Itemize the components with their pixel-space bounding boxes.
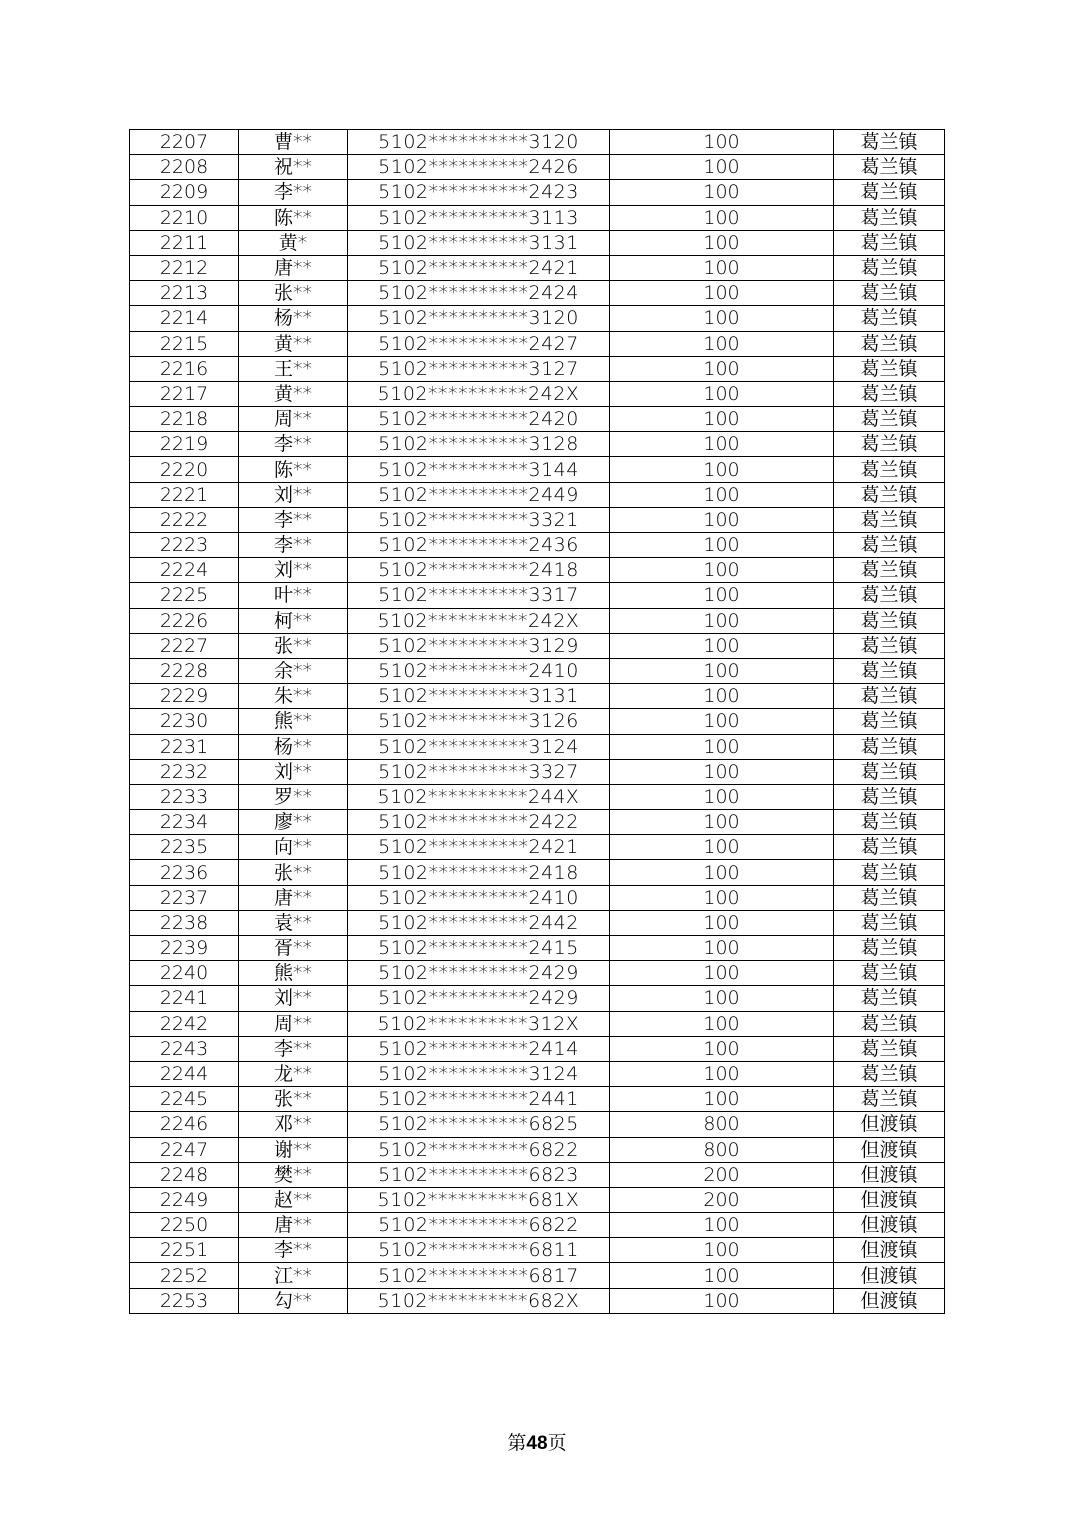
amount-cell: 100 [610,356,834,381]
name-cell: 黄** [239,331,348,356]
id-number-cell: 5102**********6811 [348,1238,610,1263]
table-row [130,1112,945,1137]
amount-cell: 100 [610,1263,834,1288]
row-number-cell: 2238 [130,910,239,935]
id-number-cell: 5102**********2429 [348,961,610,986]
table-row [130,331,945,356]
name-cell: 李** [239,1036,348,1061]
town-cell: 葛兰镇 [834,910,945,935]
id-number-cell: 5102**********2442 [348,910,610,935]
name-cell: 陈** [239,205,348,230]
town-cell: 葛兰镇 [834,810,945,835]
amount-cell: 100 [610,835,834,860]
town-cell: 葛兰镇 [834,608,945,633]
amount-cell: 100 [610,734,834,759]
name-cell: 罗** [239,784,348,809]
page-number: 48 [526,1433,548,1454]
amount-cell: 100 [610,457,834,482]
table-row [130,910,945,935]
row-number-cell: 2239 [130,936,239,961]
id-number-cell: 5102**********3124 [348,1061,610,1086]
amount-cell: 100 [610,180,834,205]
name-cell: 唐** [239,1213,348,1238]
town-cell: 葛兰镇 [834,306,945,331]
name-cell: 曹** [239,130,348,155]
amount-cell: 100 [610,885,834,910]
page-footer-prefix: 第 [507,1432,527,1454]
row-number-cell: 2242 [130,1011,239,1036]
town-cell: 葛兰镇 [834,684,945,709]
town-cell: 葛兰镇 [834,1011,945,1036]
id-number-cell: 5102**********681X [348,1187,610,1212]
id-number-cell: 5102**********2424 [348,281,610,306]
name-cell: 唐** [239,885,348,910]
town-cell: 但渡镇 [834,1162,945,1187]
name-cell: 叶** [239,583,348,608]
row-number-cell: 2224 [130,558,239,583]
town-cell: 但渡镇 [834,1137,945,1162]
name-cell: 黄* [239,230,348,255]
name-cell: 邓** [239,1112,348,1137]
row-number-cell: 2218 [130,407,239,432]
town-cell: 但渡镇 [834,1288,945,1313]
row-number-cell: 2221 [130,482,239,507]
amount-cell: 100 [610,306,834,331]
id-number-cell: 5102**********3327 [348,759,610,784]
name-cell: 李** [239,432,348,457]
id-number-cell: 5102**********2426 [348,155,610,180]
table-row [130,507,945,532]
row-number-cell: 2209 [130,180,239,205]
row-number-cell: 2228 [130,658,239,683]
table-row [130,306,945,331]
town-cell: 葛兰镇 [834,1061,945,1086]
town-cell: 葛兰镇 [834,205,945,230]
id-number-cell: 5102**********2449 [348,482,610,507]
amount-cell: 100 [610,482,834,507]
name-cell: 杨** [239,734,348,759]
id-number-cell: 5102**********3129 [348,633,610,658]
name-cell: 王** [239,356,348,381]
row-number-cell: 2225 [130,583,239,608]
row-number-cell: 2248 [130,1162,239,1187]
name-cell: 熊** [239,961,348,986]
id-number-cell: 5102**********2422 [348,810,610,835]
table-row [130,255,945,280]
name-cell: 张** [239,860,348,885]
name-cell: 刘** [239,986,348,1011]
amount-cell: 100 [610,759,834,784]
town-cell: 葛兰镇 [834,130,945,155]
amount-cell: 100 [610,910,834,935]
table-row [130,709,945,734]
table-row [130,1061,945,1086]
id-number-cell: 5102**********2415 [348,936,610,961]
row-number-cell: 2235 [130,835,239,860]
id-number-cell: 5102**********6823 [348,1162,610,1187]
name-cell: 江** [239,1263,348,1288]
table-row [130,936,945,961]
row-number-cell: 2215 [130,331,239,356]
amount-cell: 100 [610,961,834,986]
amount-cell: 100 [610,155,834,180]
town-cell: 葛兰镇 [834,835,945,860]
town-cell: 葛兰镇 [834,180,945,205]
name-cell: 周** [239,407,348,432]
id-number-cell: 5102**********3128 [348,432,610,457]
id-number-cell: 5102**********3317 [348,583,610,608]
town-cell: 葛兰镇 [834,407,945,432]
name-cell: 黄** [239,381,348,406]
table-row [130,432,945,457]
amount-cell: 100 [610,986,834,1011]
id-number-cell: 5102**********3113 [348,205,610,230]
table-row [130,885,945,910]
page-footer [0,1428,1074,1455]
town-cell: 葛兰镇 [834,356,945,381]
amount-cell: 100 [610,381,834,406]
name-cell: 唐** [239,255,348,280]
row-number-cell: 2232 [130,759,239,784]
amount-cell: 100 [610,1288,834,1313]
town-cell: 葛兰镇 [834,1087,945,1112]
row-number-cell: 2217 [130,381,239,406]
table-row [130,457,945,482]
id-number-cell: 5102**********3126 [348,709,610,734]
amount-cell: 100 [610,709,834,734]
table-row [130,558,945,583]
table-row [130,1036,945,1061]
amount-cell: 100 [610,1213,834,1238]
row-number-cell: 2229 [130,684,239,709]
amount-cell: 100 [610,507,834,532]
town-cell: 葛兰镇 [834,507,945,532]
id-number-cell: 5102**********242X [348,381,610,406]
id-number-cell: 5102**********682X [348,1288,610,1313]
amount-cell: 100 [610,255,834,280]
town-cell: 但渡镇 [834,1112,945,1137]
amount-cell: 100 [610,1238,834,1263]
town-cell: 但渡镇 [834,1238,945,1263]
town-cell: 葛兰镇 [834,633,945,658]
row-number-cell: 2220 [130,457,239,482]
id-number-cell: 5102**********3127 [348,356,610,381]
town-cell: 葛兰镇 [834,986,945,1011]
name-cell: 廖** [239,810,348,835]
table-row [130,482,945,507]
row-number-cell: 2247 [130,1137,239,1162]
row-number-cell: 2231 [130,734,239,759]
amount-cell: 200 [610,1162,834,1187]
row-number-cell: 2207 [130,130,239,155]
amount-cell: 800 [610,1112,834,1137]
row-number-cell: 2240 [130,961,239,986]
table-row [130,205,945,230]
town-cell: 但渡镇 [834,1213,945,1238]
town-cell: 葛兰镇 [834,155,945,180]
name-cell: 张** [239,633,348,658]
name-cell: 朱** [239,684,348,709]
table-row [130,684,945,709]
row-number-cell: 2251 [130,1238,239,1263]
name-cell: 周** [239,1011,348,1036]
table-row [130,961,945,986]
amount-cell: 100 [610,1011,834,1036]
name-cell: 龙** [239,1061,348,1086]
row-number-cell: 2208 [130,155,239,180]
name-cell: 张** [239,281,348,306]
amount-cell: 100 [610,533,834,558]
row-number-cell: 2237 [130,885,239,910]
amount-cell: 100 [610,230,834,255]
roster-table-body [130,130,945,1314]
row-number-cell: 2212 [130,255,239,280]
town-cell: 葛兰镇 [834,936,945,961]
town-cell: 葛兰镇 [834,331,945,356]
amount-cell: 200 [610,1187,834,1212]
table-row [130,1137,945,1162]
town-cell: 葛兰镇 [834,255,945,280]
name-cell: 刘** [239,558,348,583]
id-number-cell: 5102**********6825 [348,1112,610,1137]
amount-cell: 100 [610,1087,834,1112]
row-number-cell: 2234 [130,810,239,835]
id-number-cell: 5102**********2414 [348,1036,610,1061]
name-cell: 刘** [239,482,348,507]
town-cell: 葛兰镇 [834,734,945,759]
amount-cell: 100 [610,608,834,633]
amount-cell: 100 [610,558,834,583]
amount-cell: 100 [610,633,834,658]
name-cell: 李** [239,180,348,205]
name-cell: 向** [239,835,348,860]
name-cell: 袁** [239,910,348,935]
table-row [130,986,945,1011]
table-row [130,734,945,759]
table-row [130,230,945,255]
table-row [130,180,945,205]
town-cell: 葛兰镇 [834,457,945,482]
id-number-cell: 5102**********3120 [348,130,610,155]
town-cell: 葛兰镇 [834,885,945,910]
id-number-cell: 5102**********2421 [348,835,610,860]
amount-cell: 100 [610,1061,834,1086]
name-cell: 余** [239,658,348,683]
name-cell: 熊** [239,709,348,734]
id-number-cell: 5102**********244X [348,784,610,809]
id-number-cell: 5102**********312X [348,1011,610,1036]
row-number-cell: 2252 [130,1263,239,1288]
table-row [130,835,945,860]
id-number-cell: 5102**********2410 [348,885,610,910]
id-number-cell: 5102**********3131 [348,684,610,709]
town-cell: 葛兰镇 [834,558,945,583]
town-cell: 葛兰镇 [834,432,945,457]
id-number-cell: 5102**********3131 [348,230,610,255]
table-row [130,1263,945,1288]
name-cell: 张** [239,1087,348,1112]
amount-cell: 100 [610,810,834,835]
id-number-cell: 5102**********3124 [348,734,610,759]
id-number-cell: 5102**********3321 [348,507,610,532]
table-row [130,533,945,558]
row-number-cell: 2250 [130,1213,239,1238]
id-number-cell: 5102**********2436 [348,533,610,558]
name-cell: 李** [239,507,348,532]
row-number-cell: 2214 [130,306,239,331]
row-number-cell: 2246 [130,1112,239,1137]
town-cell: 葛兰镇 [834,961,945,986]
table-row [130,633,945,658]
id-number-cell: 5102**********6822 [348,1213,610,1238]
town-cell: 葛兰镇 [834,482,945,507]
table-row [130,860,945,885]
row-number-cell: 2249 [130,1187,239,1212]
table-row [130,155,945,180]
name-cell: 刘** [239,759,348,784]
town-cell: 葛兰镇 [834,658,945,683]
id-number-cell: 5102**********2429 [348,986,610,1011]
table-row [130,658,945,683]
town-cell: 葛兰镇 [834,709,945,734]
table-row [130,381,945,406]
id-number-cell: 5102**********2421 [348,255,610,280]
id-number-cell: 5102**********2418 [348,558,610,583]
id-number-cell: 5102**********242X [348,608,610,633]
row-number-cell: 2210 [130,205,239,230]
amount-cell: 100 [610,1036,834,1061]
name-cell: 李** [239,533,348,558]
name-cell: 陈** [239,457,348,482]
table-row [130,1238,945,1263]
id-number-cell: 5102**********6817 [348,1263,610,1288]
amount-cell: 100 [610,583,834,608]
table-row [130,130,945,155]
table-row [130,281,945,306]
amount-cell: 100 [610,936,834,961]
table-row [130,583,945,608]
table-row [130,1087,945,1112]
row-number-cell: 2223 [130,533,239,558]
row-number-cell: 2230 [130,709,239,734]
row-number-cell: 2226 [130,608,239,633]
table-row [130,1288,945,1313]
amount-cell: 100 [610,407,834,432]
id-number-cell: 5102**********2423 [348,180,610,205]
id-number-cell: 5102**********2441 [348,1087,610,1112]
amount-cell: 100 [610,130,834,155]
name-cell: 柯** [239,608,348,633]
table-row [130,1011,945,1036]
town-cell: 葛兰镇 [834,230,945,255]
row-number-cell: 2213 [130,281,239,306]
id-number-cell: 5102**********2420 [348,407,610,432]
amount-cell: 100 [610,658,834,683]
table-row [130,1187,945,1212]
row-number-cell: 2222 [130,507,239,532]
id-number-cell: 5102**********2427 [348,331,610,356]
town-cell: 但渡镇 [834,1263,945,1288]
row-number-cell: 2243 [130,1036,239,1061]
amount-cell: 100 [610,784,834,809]
roster-table [129,129,945,1314]
row-number-cell: 2245 [130,1087,239,1112]
town-cell: 葛兰镇 [834,784,945,809]
id-number-cell: 5102**********2410 [348,658,610,683]
page-footer-suffix: 页 [547,1432,567,1454]
name-cell: 勾** [239,1288,348,1313]
amount-cell: 100 [610,860,834,885]
name-cell: 杨** [239,306,348,331]
table-row [130,759,945,784]
amount-cell: 100 [610,331,834,356]
row-number-cell: 2253 [130,1288,239,1313]
name-cell: 祝** [239,155,348,180]
town-cell: 葛兰镇 [834,533,945,558]
table-row [130,356,945,381]
row-number-cell: 2233 [130,784,239,809]
table-row [130,608,945,633]
name-cell: 胥** [239,936,348,961]
row-number-cell: 2219 [130,432,239,457]
town-cell: 葛兰镇 [834,759,945,784]
id-number-cell: 5102**********2418 [348,860,610,885]
row-number-cell: 2244 [130,1061,239,1086]
town-cell: 葛兰镇 [834,860,945,885]
name-cell: 赵** [239,1187,348,1212]
town-cell: 葛兰镇 [834,281,945,306]
row-number-cell: 2211 [130,230,239,255]
name-cell: 谢** [239,1137,348,1162]
table-row [130,1213,945,1238]
row-number-cell: 2236 [130,860,239,885]
town-cell: 葛兰镇 [834,381,945,406]
name-cell: 樊** [239,1162,348,1187]
amount-cell: 100 [610,281,834,306]
amount-cell: 100 [610,432,834,457]
row-number-cell: 2241 [130,986,239,1011]
town-cell: 葛兰镇 [834,583,945,608]
amount-cell: 800 [610,1137,834,1162]
table-row [130,1162,945,1187]
id-number-cell: 5102**********6822 [348,1137,610,1162]
row-number-cell: 2227 [130,633,239,658]
table-row [130,810,945,835]
id-number-cell: 5102**********3144 [348,457,610,482]
amount-cell: 100 [610,684,834,709]
row-number-cell: 2216 [130,356,239,381]
table-row [130,407,945,432]
town-cell: 但渡镇 [834,1187,945,1212]
table-row [130,784,945,809]
town-cell: 葛兰镇 [834,1036,945,1061]
name-cell: 李** [239,1238,348,1263]
id-number-cell: 5102**********3120 [348,306,610,331]
amount-cell: 100 [610,205,834,230]
